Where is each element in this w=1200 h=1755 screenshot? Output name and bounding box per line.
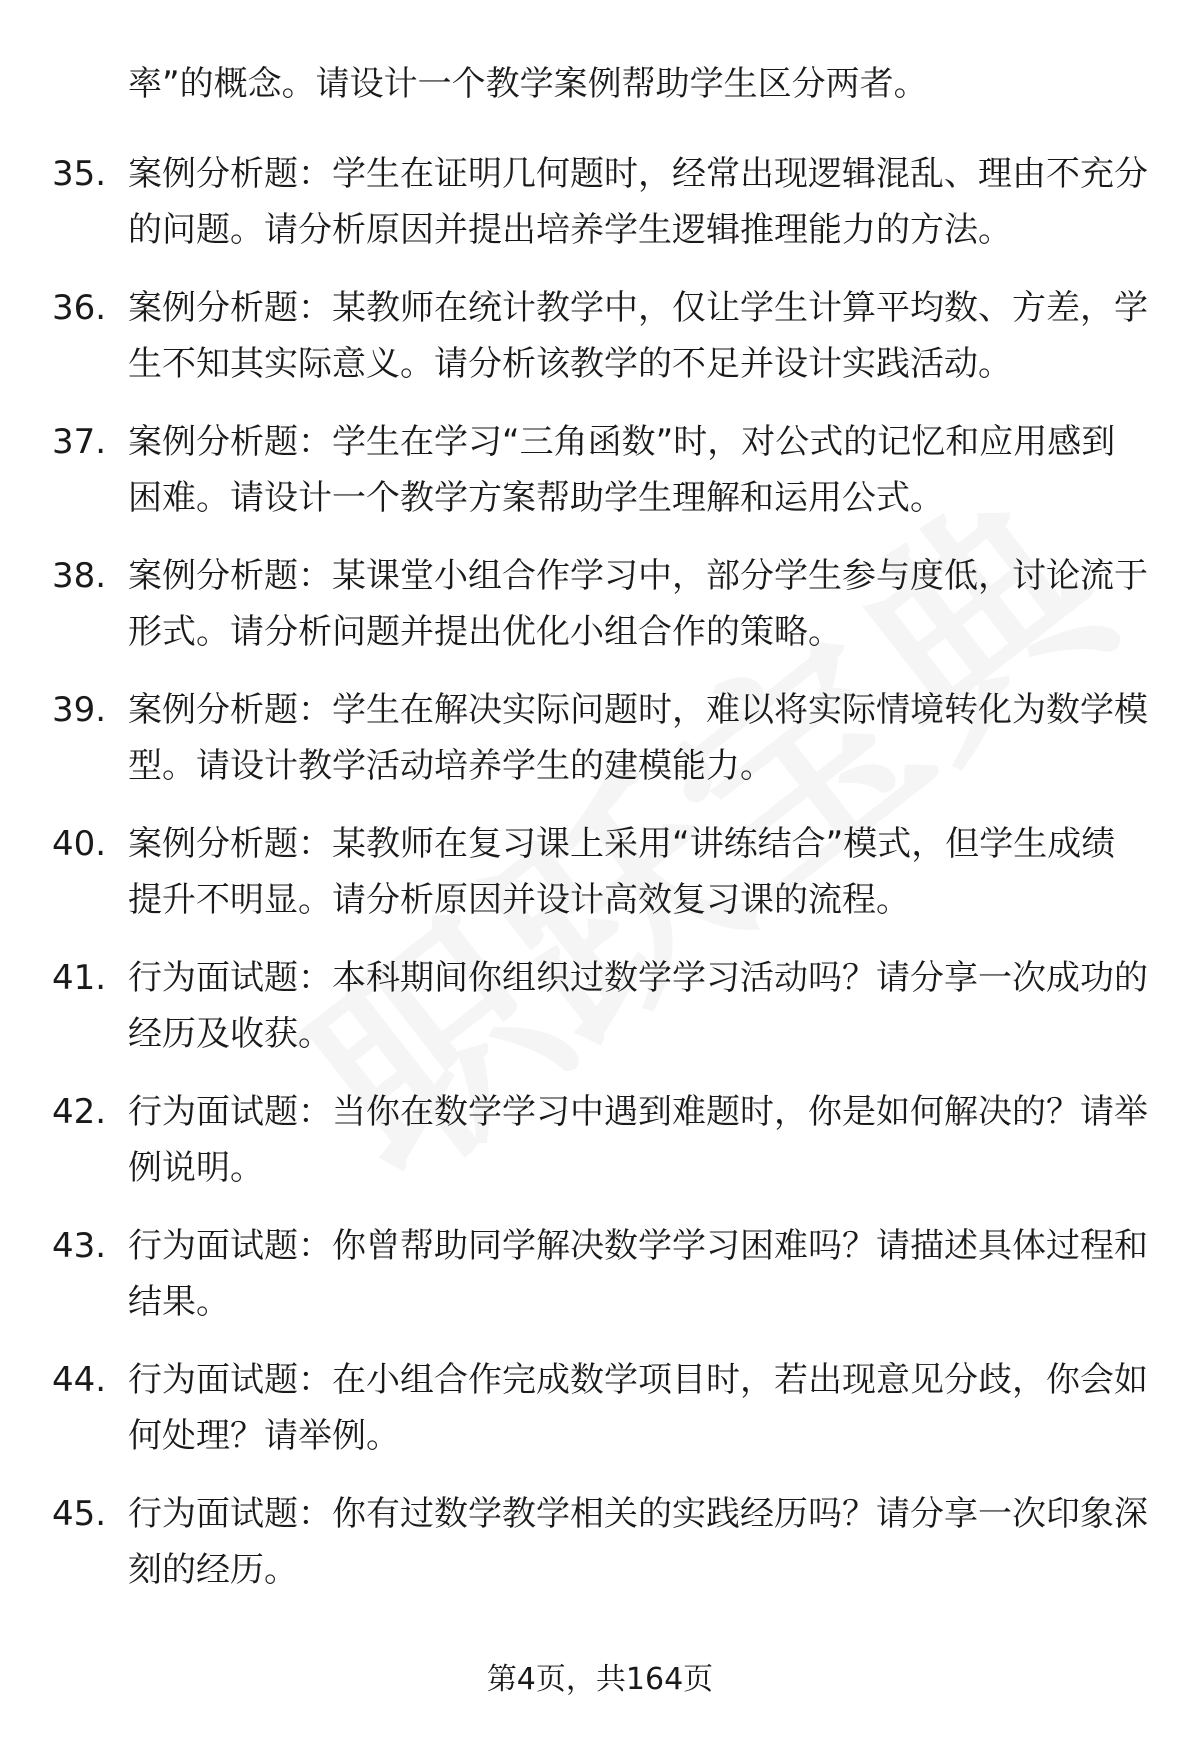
item-text: 案例分析题：某课堂小组合作学习中，部分学生参与度低，讨论流于形式。请分析问题并提出优化小组合作的策略。 [128,556,1148,652]
item-text: 案例分析题：学生在学习“三角函数”时，对公式的记忆和应用感到困难。请设计一个教学方案帮助学生理解和运用公式。 [128,422,1116,518]
list-item [0,1352,1200,1464]
item-number: 44. [52,1360,107,1400]
item-text: 案例分析题：学生在解决实际问题时，难以将实际情境转化为数学模型。请设计教学活动培养学生的建模能力。 [128,690,1148,786]
list-item [0,682,1200,794]
list-item [0,1084,1200,1196]
item-text: 案例分析题：某教师在复习课上采用“讲练结合”模式，但学生成绩提升不明显。请分析原因并设计高效复习课的流程。 [128,824,1116,920]
item-number: 42. [52,1092,107,1132]
item-text: 案例分析题：某教师在统计教学中，仅让学生计算平均数、方差，学生不知其实际意义。请分析该教学的不足并设计实践活动。 [128,288,1148,384]
item-number: 41. [52,958,107,998]
list-item [0,950,1200,1062]
list-item [0,146,1200,258]
list-item [0,1486,1200,1598]
list-item [0,280,1200,392]
item-number: 40. [52,824,107,864]
page-footer: 第4页，共164页 [486,1662,714,1697]
question-list [0,146,1200,1620]
item-number: 43. [52,1226,107,1266]
item-number: 45. [52,1494,107,1534]
list-item [0,414,1200,526]
list-item [0,816,1200,928]
item-number: 39. [52,690,107,730]
list-item [0,1218,1200,1330]
item-text: 行为面试题：本科期间你组织过数学学习活动吗？请分享一次成功的经历及收获。 [128,958,1148,1054]
item-text: 行为面试题：你有过数学教学相关的实践经历吗？请分享一次印象深刻的经历。 [128,1494,1148,1590]
item-text: 行为面试题：当你在数学学习中遇到难题时，你是如何解决的？请举例说明。 [128,1092,1148,1188]
list-item [0,548,1200,660]
item-text: 行为面试题：在小组合作完成数学项目时，若出现意见分歧，你会如何处理？请举例。 [128,1360,1148,1456]
continued-paragraph: 率”的概念。请设计一个教学案例帮助学生区分两者。 [128,64,928,104]
item-text: 行为面试题：你曾帮助同学解决数学学习困难吗？请描述具体过程和结果。 [128,1226,1148,1322]
item-number: 38. [52,556,107,596]
item-number: 37. [52,422,107,462]
item-number: 35. [52,154,107,194]
item-number: 36. [52,288,107,328]
item-text: 案例分析题：学生在证明几何题时，经常出现逻辑混乱、理由不充分的问题。请分析原因并提出培养学生逻辑推理能力的方法。 [128,154,1148,250]
